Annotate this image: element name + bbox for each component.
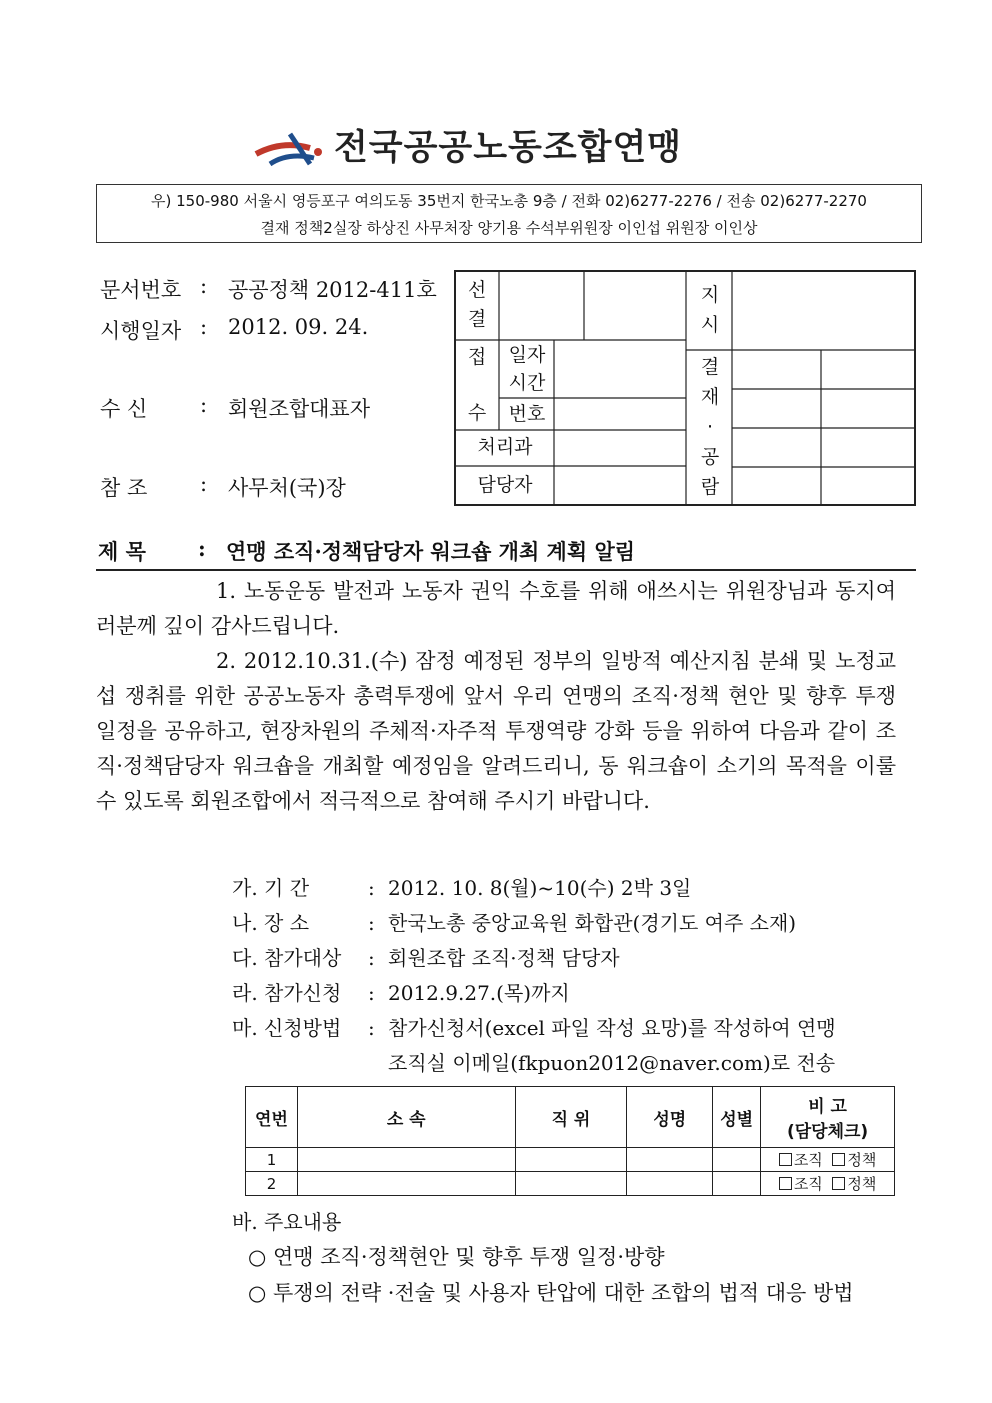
table-header-row — [246, 1087, 895, 1148]
detail-row — [232, 941, 902, 976]
detail-value: 참가신청서(excel 파일 작성 요망)를 작성하여 연맹 — [388, 1016, 836, 1040]
address-line: 우) 150-980 서울시 영등포구 여의도동 35번지 한국노총 9층 / 전화 02)6277-2276 / 전송 02)6277-2270 — [151, 192, 867, 210]
colon: : — [198, 536, 206, 561]
checkbox[interactable] — [779, 1177, 792, 1190]
subject-row — [98, 536, 898, 566]
table-row — [246, 1148, 895, 1172]
main-content-item: ○ 연맹 조직·정책현안 및 향후 투쟁 일정·방향 — [248, 1245, 665, 1269]
approval-su: 수 — [467, 402, 487, 424]
approval-gyeol: 결 — [467, 308, 487, 330]
approval-line: 결재 정책2실장 하상진 사무처장 양기용 수석부위원장 이인섭 위원장 이인상 — [260, 219, 758, 237]
check-label: 정책 — [847, 1175, 877, 1193]
recipient-label: 수 신 — [100, 397, 148, 421]
detail-value: 2012.9.27.(목)까지 — [388, 981, 570, 1005]
col-header: 연번 — [246, 1087, 298, 1148]
subject-label: 제 목 — [98, 539, 146, 564]
recipient-value: 회원조합대표자 — [228, 397, 371, 421]
main-content-item: ○ 투쟁의 전략 ·전술 및 사용자 탄압에 대한 조합의 법적 대응 방법 — [248, 1281, 854, 1305]
check-cell — [761, 1172, 895, 1196]
checkbox[interactable] — [832, 1177, 845, 1190]
colon: : — [368, 1016, 375, 1040]
checkbox[interactable] — [832, 1153, 845, 1166]
affiliation-cell[interactable] — [297, 1148, 515, 1172]
detail-row — [232, 976, 902, 1011]
approval-ram: 람 — [700, 476, 720, 498]
position-cell[interactable] — [515, 1148, 627, 1172]
date-row — [100, 315, 450, 345]
para-2-text: 2. 2012.10.31.(수) 잠정 예정된 정부의 일방적 예산지침 분쇄 및 노정교섭 쟁취를 위한 공공노동자 총력투쟁에 앞서 우리 연맹의 조직·정책 현안 및 향후 투쟁 일정을 공유하고, 현장차원의 주체적·자주적 투쟁역량 강화 등을 위하여 다음과 같이 조직·정책담당자 워크숍을 개최할 예정임을 알려드리니, 동 워크숍이 소기의 목적을 이룰 수 있도록 회원조합에서 적극적으로 참여해 주시기 바랍니다. — [96, 649, 896, 813]
approval-si: 시 — [700, 314, 720, 336]
doc-number-label: 문서번호 — [100, 278, 182, 302]
checkbox[interactable] — [779, 1153, 792, 1166]
body-paragraph-2 — [96, 644, 896, 819]
col-header: 성별 — [713, 1087, 761, 1148]
col-header-remarks — [761, 1087, 895, 1148]
para-1-text: 1. 노동운동 발전과 노동자 권익 수호를 위해 애쓰시는 위원장님과 동지여러분께 깊이 감사드립니다. — [96, 579, 896, 638]
approval-ji: 지 — [700, 284, 720, 306]
check-label: 정책 — [847, 1151, 877, 1169]
check-label: 조직 — [793, 1151, 823, 1169]
detail-row — [232, 871, 902, 906]
colon: : — [200, 315, 208, 339]
details-list — [232, 871, 902, 1081]
check-label: 조직 — [793, 1175, 823, 1193]
position-cell[interactable] — [515, 1172, 627, 1196]
check-cell — [761, 1148, 895, 1172]
name-cell[interactable] — [627, 1148, 713, 1172]
col-header: 소 속 — [297, 1087, 515, 1148]
approval-gong: 공 — [700, 446, 720, 468]
detail-value: 한국노총 중앙교육원 화합관(경기도 여주 소재) — [388, 911, 797, 935]
org-logo — [252, 118, 742, 178]
main-content-title-row — [232, 1205, 902, 1240]
main-content-title: 바. 주요내용 — [232, 1210, 342, 1234]
detail-value: 2012. 10. 8(월)~10(수) 2박 3일 — [388, 876, 692, 900]
detail-label: 다. 참가대상 — [232, 946, 342, 970]
gender-cell[interactable] — [713, 1172, 761, 1196]
affiliation-cell[interactable] — [297, 1172, 515, 1196]
name-cell[interactable] — [627, 1172, 713, 1196]
approval-ilja: 일자 — [508, 344, 546, 366]
detail-label: 나. 장 소 — [232, 911, 310, 935]
reference-label: 참 조 — [100, 476, 148, 500]
detail-value: 회원조합 조직·정책 담당자 — [388, 946, 620, 970]
approval-dot: · — [706, 416, 714, 438]
detail-label: 마. 신청방법 — [232, 1016, 342, 1040]
colon: : — [368, 981, 375, 1005]
detail-row — [232, 906, 902, 941]
colon: : — [200, 472, 208, 496]
colon: : — [200, 274, 208, 298]
colon: : — [368, 911, 375, 935]
table-row — [246, 1172, 895, 1196]
approval-box — [454, 270, 916, 506]
colon: : — [200, 393, 208, 417]
gender-cell[interactable] — [713, 1148, 761, 1172]
address-box — [96, 184, 922, 243]
subject-divider — [96, 569, 916, 571]
doc-number-row — [100, 274, 450, 304]
subject-value: 연맹 조직·정책담당자 워크숍 개최 계획 알림 — [226, 539, 636, 564]
approval-beonho: 번호 — [508, 403, 546, 425]
col-header: 직 위 — [515, 1087, 627, 1148]
detail-value: 조직실 이메일(fkpuon2012@naver.com)로 전송 — [388, 1051, 836, 1075]
reference-row — [100, 472, 450, 502]
body-paragraph-1 — [96, 574, 896, 644]
colon: : — [368, 876, 375, 900]
col-header: 성명 — [627, 1087, 713, 1148]
approval-jeop: 접 — [467, 346, 487, 368]
approval-jae: 재 — [700, 386, 720, 408]
approval-damdangja: 담당자 — [477, 474, 533, 496]
doc-number-value: 공공정책 2012-411호 — [228, 278, 437, 302]
detail-row-continuation — [232, 1046, 902, 1081]
reference-value: 사무처(국)장 — [228, 476, 346, 500]
row-number: 2 — [246, 1172, 298, 1196]
remarks-label: 비 고 — [808, 1097, 847, 1117]
remarks-sub: (담당체크) — [786, 1122, 869, 1142]
detail-label: 가. 기 간 — [232, 876, 310, 900]
approval-seon: 선 — [467, 279, 487, 301]
colon: : — [368, 946, 375, 970]
approval-gyeol-b: 결 — [700, 356, 720, 378]
detail-row — [232, 1011, 902, 1046]
recipient-row — [100, 393, 450, 423]
approval-sigan: 시간 — [508, 372, 546, 394]
row-number: 1 — [246, 1148, 298, 1172]
registration-table — [245, 1086, 895, 1196]
detail-label: 라. 참가신청 — [232, 981, 342, 1005]
approval-cheorigwa: 처리과 — [477, 436, 533, 458]
date-value: 2012. 09. 24. — [228, 315, 369, 339]
union-emblem-icon — [252, 118, 332, 178]
org-name: 전국공공노동조합연맹 — [334, 128, 683, 168]
date-label: 시행일자 — [100, 319, 182, 343]
